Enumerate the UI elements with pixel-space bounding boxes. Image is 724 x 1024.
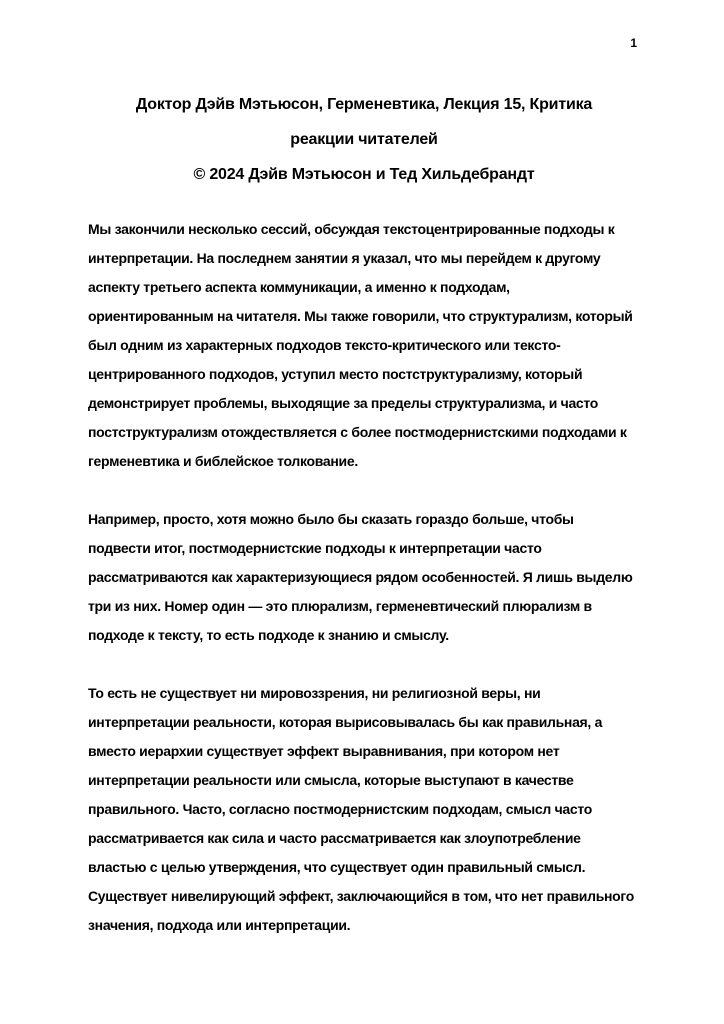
copyright-line: © 2024 Дэйв Мэтьюсон и Тед Хильдебрандт xyxy=(193,166,535,183)
title-line-2: реакции читателей xyxy=(290,131,438,148)
text-line: подходе к тексту, то есть подходе к знанию и смыслу. xyxy=(88,627,449,643)
text-line: правильного. Часто, согласно постмодернистским подходам, смысл часто xyxy=(88,801,592,817)
text-line: три из них. Номер один — это плюрализм, герменевтический плюрализм в xyxy=(88,598,592,614)
page-number: 1 xyxy=(630,36,637,50)
text-line: герменевтика и библейское толкование. xyxy=(88,453,358,469)
paragraph-3 xyxy=(88,679,640,940)
text-line: демонстрирует проблемы, выходящие за пределы структурализма, и часто xyxy=(88,395,599,411)
text-line: интерпретации реальности или смысла, которые выступают в качестве xyxy=(88,772,574,788)
text-line: рассматривается как сила и часто рассматривается как злоупотребление xyxy=(88,830,581,846)
text-line: был одним из характерных подходов тексто-критического или тексто- xyxy=(88,337,561,353)
text-line: рассматриваются как характеризующиеся рядом особенностей. Я лишь выделю xyxy=(88,569,633,585)
text-line: интерпретации. На последнем занятии я указал, что мы перейдем к другому xyxy=(88,250,601,266)
document-title xyxy=(88,87,640,192)
paragraph-2 xyxy=(88,505,640,650)
text-line: подвести итог, постмодернистские подходы к интерпретации часто xyxy=(88,540,542,556)
paragraph-1 xyxy=(88,215,640,476)
text-line: Например, просто, хотя можно было бы сказать гораздо больше, чтобы xyxy=(88,511,574,527)
text-line: ориентированным на читателя. Мы также говорили, что структурализм, который xyxy=(88,308,633,324)
text-line: вместо иерархии существует эффект выравнивания, при котором нет xyxy=(88,743,560,759)
text-line: центрированного подходов, уступил место постструктурализму, который xyxy=(88,366,583,382)
document-body xyxy=(88,215,640,940)
text-line: значения, подхода или интерпретации. xyxy=(88,917,351,933)
text-line: Мы закончили несколько сессий, обсуждая текстоцентрированные подходы к xyxy=(88,221,615,237)
text-line: властью с целью утверждения, что существует один правильный смысл. xyxy=(88,859,586,875)
text-line: То есть не существует ни мировоззрения, ни религиозной веры, ни xyxy=(88,685,541,701)
document-content xyxy=(88,87,640,969)
text-line: аспекту третьего аспекта коммуникации, а именно к подходам, xyxy=(88,279,510,295)
text-line: интерпретации реальности, которая вырисовывалась бы как правильная, а xyxy=(88,714,603,730)
text-line: постструктурализм отождествляется с более постмодернистскими подходами к xyxy=(88,424,627,440)
title-line-1: Доктор Дэйв Мэтьюсон, Герменевтика, Лекция 15, Критика xyxy=(135,96,593,113)
text-line: Существует нивелирующий эффект, заключающийся в том, что нет правильного xyxy=(88,888,635,904)
